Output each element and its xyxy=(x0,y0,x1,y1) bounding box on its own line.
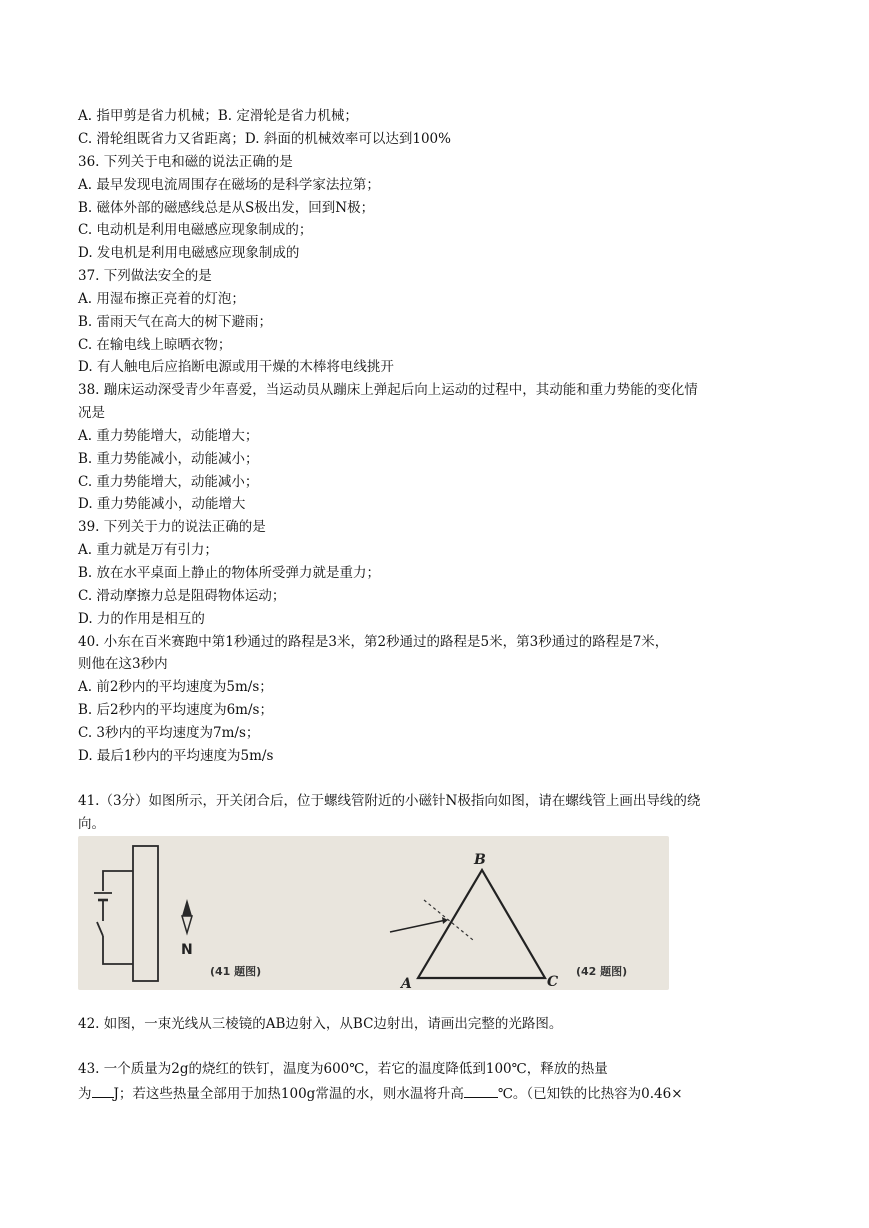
vertex-c-label: C xyxy=(547,974,559,990)
text-line: 向。 xyxy=(78,816,105,832)
text-line: D. 力的作用是相互的 xyxy=(78,611,205,627)
ray-arrow-icon xyxy=(442,917,448,924)
text-line: B. 后2秒内的平均速度为6m/s； xyxy=(78,702,273,718)
text-fragment: 为 xyxy=(78,1086,92,1102)
text-fragment: J；若这些热量全部用于加热100g常温的水，则水温将升高 xyxy=(113,1086,464,1102)
vertex-b-label: B xyxy=(474,852,486,868)
incident-ray xyxy=(390,920,446,932)
text-line: C. 滑轮组既省力又省距离；D. 斜面的机械效率可以达到100% xyxy=(78,131,451,147)
answer-blank-2[interactable] xyxy=(464,1084,498,1098)
text-line: D. 有人触电后应掐断电源或用干燥的木棒将电线挑开 xyxy=(78,359,394,375)
switch-icon xyxy=(97,922,103,936)
prism-triangle xyxy=(418,870,545,978)
needle-n-label: N xyxy=(181,942,193,958)
text-line: A. 重力就是万有引力； xyxy=(78,542,218,558)
solenoid xyxy=(133,846,158,981)
wire-bottom xyxy=(103,936,133,964)
figure-svg xyxy=(78,836,669,990)
text-line: 况是 xyxy=(78,405,105,421)
vertex-a-label: A xyxy=(401,976,412,990)
question-43-stem: 43. 一个质量为2g的烧红的铁钉，温度为600℃，若它的温度降低到100℃，释放的热量 xyxy=(78,1061,608,1077)
question-38-stem: 38. 蹦床运动深受青少年喜爱，当运动员从蹦床上弹起后向上运动的过程中，其动能和重力势能的变化情 xyxy=(78,382,698,398)
text-line: A. 用湿布擦正亮着的灯泡； xyxy=(78,291,245,307)
figure-42-caption: (42 题图) xyxy=(576,965,628,978)
answer-blank-1[interactable] xyxy=(92,1084,114,1098)
text-line: B. 重力势能减小，动能减小； xyxy=(78,451,259,467)
question-42-stem: 42. 如图，一束光线从三棱镜的AB边射入，从BC边射出，请画出完整的光路图。 xyxy=(78,1016,563,1032)
text-line: A. 指甲剪是省力机械；B. 定滑轮是省力机械； xyxy=(78,108,358,124)
text-line: D. 发电机是利用电磁感应现象制成的 xyxy=(78,245,300,261)
compass-needle-icon xyxy=(182,899,192,933)
text-line: 则他在这3秒内 xyxy=(78,656,168,672)
text-line: B. 磁体外部的磁感线总是从S极出发，回到N极； xyxy=(78,200,375,216)
text-line: C. 3秒内的平均速度为7m/s； xyxy=(78,725,260,741)
figure-41-caption: (41 题图) xyxy=(210,965,262,978)
text-line: D. 最后1秒内的平均速度为5m/s xyxy=(78,748,274,764)
text-line: B. 雷雨天气在高大的树下避雨； xyxy=(78,314,273,330)
text-line: A. 重力势能增大，动能增大； xyxy=(78,428,259,444)
text-line: C. 在输电线上晾晒衣物； xyxy=(78,337,232,353)
figure-41-42 xyxy=(78,836,669,990)
prism-diagram xyxy=(390,870,545,978)
question-37-stem: 37. 下列做法安全的是 xyxy=(78,268,212,284)
question-41-stem: 41.（3分）如图所示，开关闭合后，位于螺线管附近的小磁针N极指向如图，请在螺线管上画出导线的绕 xyxy=(78,793,701,809)
question-40-stem: 40. 小东在百米赛跑中第1秒通过的路程是3米，第2秒通过的路程是5米，第3秒通过的路程是7米， xyxy=(78,634,669,650)
text-line: C. 电动机是利用电磁感应现象制成的； xyxy=(78,222,313,238)
text-fragment: ℃。（已知铁的比热容为0.46× xyxy=(497,1086,683,1102)
text-line: C. 滑动摩擦力总是阻碍物体运动； xyxy=(78,588,286,604)
text-line: C. 重力势能增大，动能减小； xyxy=(78,474,259,490)
text-line: A. 最早发现电流周围存在磁场的是科学家法拉第； xyxy=(78,177,380,193)
question-36-stem: 36. 下列关于电和磁的说法正确的是 xyxy=(78,154,293,170)
text-line: D. 重力势能减小，动能增大 xyxy=(78,496,246,512)
question-39-stem: 39. 下列关于力的说法正确的是 xyxy=(78,519,266,535)
text-line: B. 放在水平桌面上静止的物体所受弹力就是重力； xyxy=(78,565,381,581)
normal-line xyxy=(424,900,473,940)
wire-top xyxy=(103,871,133,891)
circuit-diagram xyxy=(94,846,158,981)
text-line: A. 前2秒内的平均速度为5m/s； xyxy=(78,679,273,695)
question-43-continuation xyxy=(78,1084,683,1102)
